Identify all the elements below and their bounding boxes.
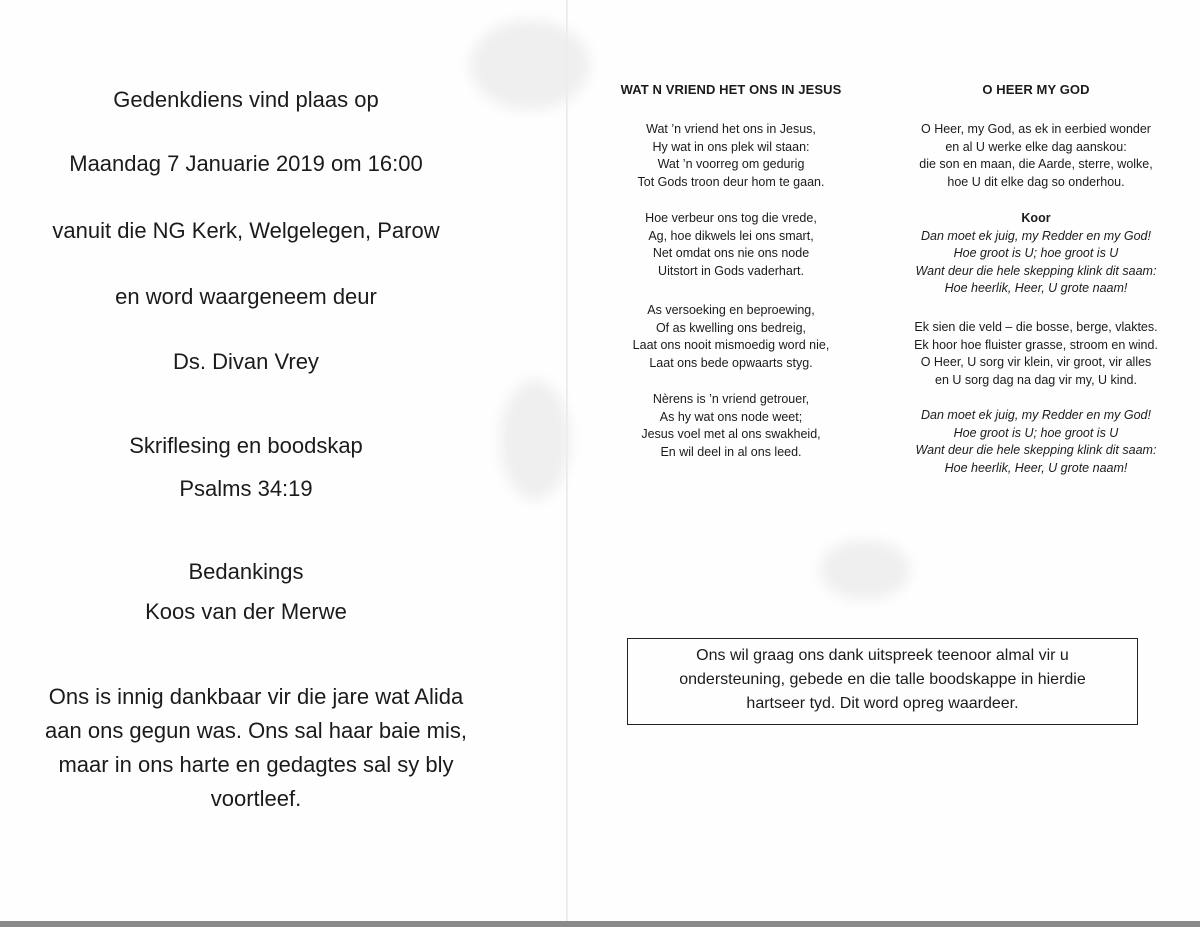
scripture-reference: Psalms 34:19 [179,476,313,501]
lyric-line: Wat ’n vriend het ons in Jesus, [646,122,816,136]
scripture-heading: Skriflesing en boodskap [129,433,363,458]
thanks-line: hartseer tyd. Dit word opreg waardeer. [746,695,1019,712]
closing-line: aan ons gegun was. Ons sal haar baie mis, [45,718,467,743]
lyric-line: Hoe groot is U; hoe groot is U [953,246,1119,261]
lyric-line: Of as kwelling ons bedreig, [655,320,807,335]
closing-line: maar in ons harte en gedagtes sal sy bly [58,752,454,777]
lyric-line: Hy wat in ons plek wil staan: [652,139,810,154]
hymn2-chorus-2 [900,407,1172,477]
officiant-intro: en word waargeneem deur [115,284,377,309]
lyric-line: Net omdat ons nie ons node [652,246,810,261]
lyric-line: Uitstort in Gods vaderhart. [658,263,804,278]
lyric-line: en al U werke elke dag aanskou: [945,139,1127,154]
service-date: Maandag 7 Januarie 2019 om 16:00 [69,151,423,176]
scan-bottom-edge [0,921,1200,927]
lyric-line: Want deur die hele skepping klink dit saam: [915,443,1157,458]
closing-line: Ons is innig dankbaar vir die jare wat Alida [48,684,464,709]
lyric-line: Dan moet ek juig, my Redder en my God! [921,408,1151,422]
lyric-line: Nèrens is ’n vriend getrouer, [652,392,810,406]
lyric-line: Ek sien die veld – die bosse, berge, vlaktes. [914,320,1158,334]
thanks-line: Ons wil graag ons dank uitspreek teenoor almal vir u [696,647,1069,664]
lyric-line: Hoe verbeur ons tog die vrede, [645,211,817,225]
officiant-name: Ds. Divan Vrey [173,349,319,374]
chorus-label: Koor [1021,211,1051,225]
hymn2-stanza-2 [900,319,1172,389]
hymn1-stanza-4 [600,391,862,461]
paper-smudge [820,540,910,600]
thanks-heading: Bedankings [188,559,304,584]
lyric-line: Hoe heerlik, Heer, U grote naam! [944,281,1128,296]
lyric-line: En wil deel in al ons leed. [660,444,802,459]
lyric-line: As versoeking en beproewing, [647,303,815,317]
lyric-line: O Heer, my God, as ek in eerbied wonder [921,122,1151,136]
hymn2-stanza-1 [900,121,1172,191]
lyric-line: Laat ons bede opwaarts styg. [649,355,813,370]
hymn1-stanza-2 [600,210,862,280]
paper-smudge [500,380,570,500]
lyric-line: Dan moet ek juig, my Redder en my God! [921,228,1151,243]
thanks-line: ondersteuning, gebede en die talle boodskappe in hierdie [679,671,1086,688]
lyric-line: en U sorg dag na dag vir my, U kind. [935,372,1137,387]
hymn1-stanza-1 [600,121,862,191]
hymn1-title: WAT N VRIEND HET ONS IN JESUS [620,82,842,97]
lyric-line: Jesus voel met al ons swakheid, [641,427,821,442]
closing-line: voortleef. [210,786,302,811]
thanks-box [627,638,1138,725]
lyric-line: Ag, hoe dikwels lei ons smart, [648,228,814,243]
closing-message [20,680,492,816]
lyric-line: Wat ’n voorreg om gedurig [657,157,805,172]
lyric-line: Tot Gods troon deur hom te gaan. [637,174,825,189]
lyric-line: O Heer, U sorg vir klein, vir groot, vir alles [920,355,1152,370]
hymn2-chorus-1 [900,210,1172,298]
lyric-line: die son en maan, die Aarde, sterre, wolke, [919,157,1153,172]
hymn2-title: O HEER MY GOD [982,82,1090,97]
thanks-person: Koos van der Merwe [145,599,347,624]
lyric-line: Laat ons nooit mismoedig word nie, [632,338,830,353]
lyric-line: Hoe groot is U; hoe groot is U [953,425,1119,440]
service-intro: Gedenkdiens vind plaas op [113,87,379,112]
hymn1-stanza-3 [600,302,862,372]
lyric-line: As hy wat ons node weet; [659,409,803,424]
lyric-line: Want deur die hele skepping klink dit saam: [915,263,1157,278]
service-venue: vanuit die NG Kerk, Welgelegen, Parow [52,218,440,243]
lyric-line: Hoe heerlik, Heer, U grote naam! [944,460,1128,475]
page-fold [566,0,568,927]
lyric-line: hoe U dit elke dag so onderhou. [947,174,1125,189]
lyric-line: Ek hoor hoe fluister grasse, stroom en wind. [914,337,1158,352]
